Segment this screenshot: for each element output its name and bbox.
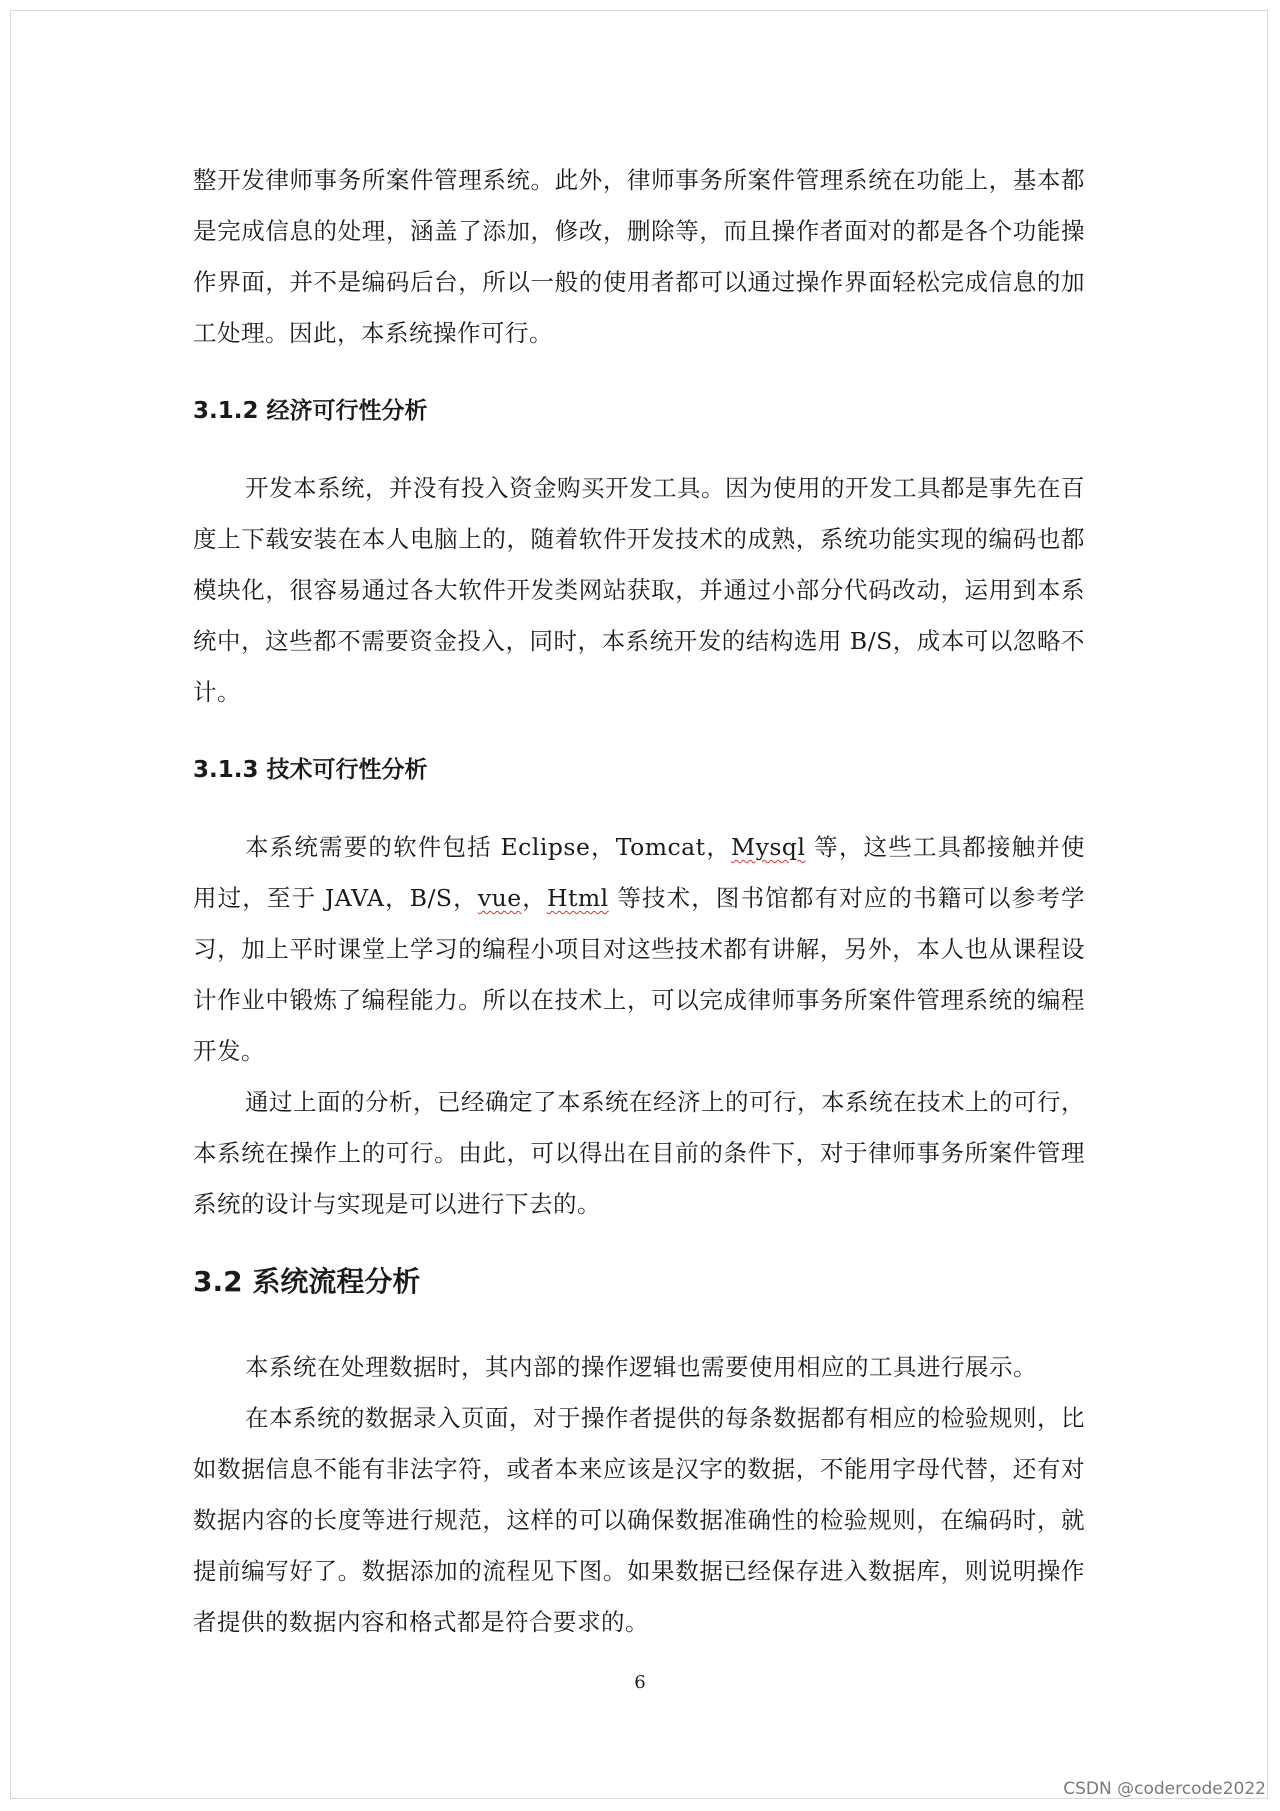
paragraph-flow-intro: 本系统在处理数据时，其内部的操作逻辑也需要使用相应的工具进行展示。 bbox=[245, 1353, 1037, 1381]
heading-system-flow-analysis: 3.2 系统流程分析 bbox=[193, 1265, 421, 1298]
spellcheck-word-vue: vue bbox=[477, 884, 522, 912]
text-run: 等技术，图书馆都有对应的书籍可以参考学习，加上平时课堂上学习的编程小项目对这些技术都有讲解，另外，本人也从课程设计作业中锻炼了编程能力。所以在技术上，可以完成律师事务所案件管理系统的编程开发。 bbox=[193, 884, 1085, 1065]
paragraph-operation-feasibility-end: 整开发律师事务所案件管理系统。此外，律师事务所案件管理系统在功能上，基本都是完成信息的处理，涵盖了添加，修改，删除等，而且操作者面对的都是各个功能操作界面，并不是编码后台，所以一般的使用者都可以通过操作界面轻松完成信息的加工处理。因此，本系统操作可行。 bbox=[193, 166, 1085, 347]
paragraph-feasibility-conclusion: 通过上面的分析，已经确定了本系统在经济上的可行，本系统在技术上的可行，本系统在操作上的可行。由此，可以得出在目前的条件下，对于律师事务所案件管理系统的设计与实现是可以进行下去的。 bbox=[193, 1088, 1085, 1218]
text-run: 等，这些工具都接触并使用过，至于 JAVA，B/S， bbox=[193, 833, 1085, 912]
spellcheck-word-mysql: Mysql bbox=[731, 833, 806, 861]
document-body bbox=[193, 155, 1085, 1648]
spellcheck-word-html: Html bbox=[546, 884, 609, 912]
text-run: ， bbox=[521, 884, 547, 912]
paragraph-data-entry-validation: 在本系统的数据录入页面，对于操作者提供的每条数据都有相应的检验规则，比如数据信息不能有非法字符，或者本来应该是汉字的数据，不能用字母代替，还有对数据内容的长度等进行规范，这样的可以确保数据准确性的检验规则，在编码时，就提前编写好了。数据添加的流程见下图。如果数据已经保存进入数据库，则说明操作者提供的数据内容和格式都是符合要求的。 bbox=[193, 1404, 1085, 1636]
text-run: 本系统需要的软件包括 Eclipse，Tomcat， bbox=[245, 833, 732, 861]
watermark: CSDN @codercode2022 bbox=[1063, 1779, 1266, 1799]
heading-economic-feasibility: 3.1.2 经济可行性分析 bbox=[193, 398, 428, 424]
page-number: 6 bbox=[634, 1672, 646, 1693]
paragraph-technical-feasibility bbox=[193, 822, 1085, 1077]
paragraph-economic-feasibility: 开发本系统，并没有投入资金购买开发工具。因为使用的开发工具都是事先在百度上下载安装在本人电脑上的，随着软件开发技术的成熟，系统功能实现的编码也都模块化，很容易通过各大软件开发类网站获取，并通过小部分代码改动，运用到本系统中，这些都不需要资金投入，同时，本系统开发的结构选用 B/S，成本可以忽略不计。 bbox=[193, 474, 1085, 706]
heading-technical-feasibility: 3.1.3 技术可行性分析 bbox=[193, 757, 428, 783]
